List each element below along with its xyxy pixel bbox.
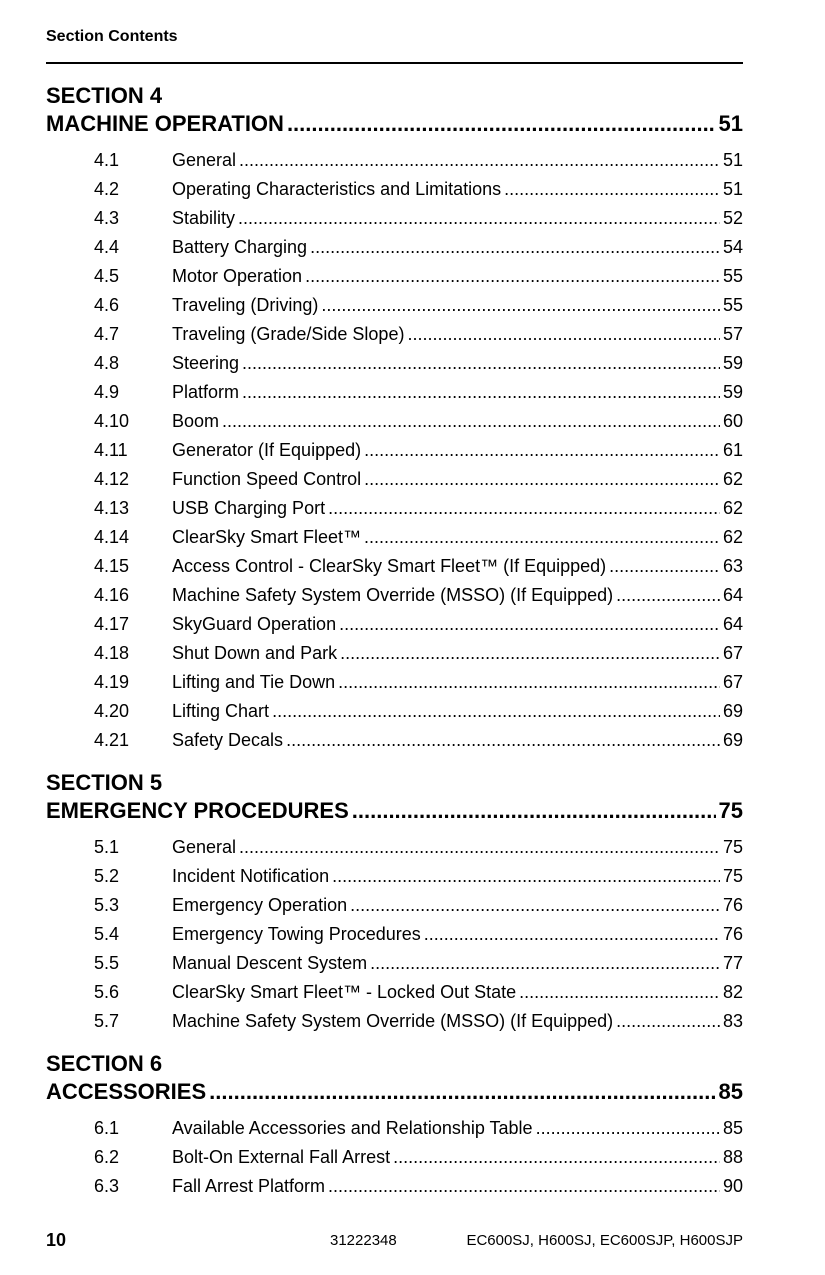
section-label: SECTION 4 <box>46 83 163 108</box>
entry-number: 5.5 <box>94 953 120 973</box>
toc-entry[interactable] <box>46 378 743 407</box>
entry-number: 6.3 <box>94 1176 120 1196</box>
toc-entry[interactable] <box>46 833 743 862</box>
dot-leader <box>305 262 720 291</box>
entry-number: 6.1 <box>94 1118 120 1138</box>
entry-number: 5.6 <box>94 982 120 1002</box>
entry-number: 4.18 <box>94 643 130 663</box>
footer-models: EC600SJ, H600SJ, EC600SJP, H600SJP <box>466 1232 743 1249</box>
entry-number: 4.13 <box>94 498 130 518</box>
header-rule <box>46 62 743 64</box>
entry-title: Safety Decals <box>172 730 284 750</box>
entry-title: Available Accessories and Relationship Table <box>172 1118 533 1138</box>
entry-title: Operating Characteristics and Limitations <box>172 179 502 199</box>
toc-section <box>46 1050 743 1201</box>
entry-page: 64 <box>722 614 743 634</box>
entry-page: 69 <box>722 730 743 750</box>
dot-leader <box>370 949 720 978</box>
dot-leader <box>424 920 720 949</box>
entry-title: Boom <box>172 411 220 431</box>
dot-leader <box>321 291 720 320</box>
toc-entry[interactable] <box>46 494 743 523</box>
entry-title: General <box>172 150 237 170</box>
dot-leader <box>616 581 720 610</box>
section-page: 75 <box>718 798 743 823</box>
toc-entry-list <box>46 833 743 1036</box>
entry-number: 4.12 <box>94 469 130 489</box>
toc-entry[interactable] <box>46 891 743 920</box>
entry-page: 90 <box>722 1176 743 1196</box>
entry-number: 4.16 <box>94 585 130 605</box>
toc-entry[interactable] <box>46 349 743 378</box>
entry-page: 83 <box>722 1011 743 1031</box>
dot-leader <box>286 726 720 755</box>
entry-number: 4.6 <box>94 295 120 315</box>
toc-entry[interactable] <box>46 581 743 610</box>
section-page: 51 <box>718 111 743 136</box>
toc-entry[interactable] <box>46 1114 743 1143</box>
entry-title: Incident Notification <box>172 866 330 886</box>
section-title: EMERGENCY PROCEDURES <box>46 798 349 823</box>
entry-number: 4.2 <box>94 179 120 199</box>
dot-leader <box>364 436 720 465</box>
dot-leader <box>536 1114 720 1143</box>
dot-leader <box>242 378 720 407</box>
footer-doc-number: 31222348 <box>330 1232 397 1249</box>
entry-number: 5.7 <box>94 1011 120 1031</box>
entry-title: ClearSky Smart Fleet™ - Locked Out State <box>172 982 517 1002</box>
entry-page: 75 <box>722 837 743 857</box>
toc-entry[interactable] <box>46 204 743 233</box>
toc-entry[interactable] <box>46 668 743 697</box>
toc-entry[interactable] <box>46 697 743 726</box>
entry-page: 77 <box>722 953 743 973</box>
section-title-link[interactable] <box>46 797 743 825</box>
entry-title: Traveling (Driving) <box>172 295 319 315</box>
entry-title: SkyGuard Operation <box>172 614 337 634</box>
toc-entry[interactable] <box>46 233 743 262</box>
dot-leader <box>239 833 720 862</box>
toc-entry[interactable] <box>46 639 743 668</box>
entry-page: 59 <box>722 353 743 373</box>
entry-title: Platform <box>172 382 240 402</box>
entry-number: 4.14 <box>94 527 130 547</box>
entry-number: 4.5 <box>94 266 120 286</box>
dot-leader <box>364 465 720 494</box>
toc-entry[interactable] <box>46 175 743 204</box>
entry-page: 63 <box>722 556 743 576</box>
entry-title: Machine Safety System Override (MSSO) (If Equipped) <box>172 585 614 605</box>
section-label: SECTION 6 <box>46 1051 163 1076</box>
dot-leader <box>616 1007 720 1036</box>
entry-number: 4.3 <box>94 208 120 228</box>
entry-page: 55 <box>722 295 743 315</box>
entry-number: 4.19 <box>94 672 130 692</box>
section-title-link[interactable] <box>46 110 743 138</box>
entry-title: Emergency Towing Procedures <box>172 924 421 944</box>
entry-number: 5.3 <box>94 895 120 915</box>
dot-leader <box>350 891 720 920</box>
entry-page: 88 <box>722 1147 743 1167</box>
entry-title: Battery Charging <box>172 237 308 257</box>
entry-page: 82 <box>722 982 743 1002</box>
toc-section <box>46 82 743 755</box>
entry-title: Generator (If Equipped) <box>172 440 362 460</box>
toc-entry[interactable] <box>46 146 743 175</box>
toc-entry[interactable] <box>46 920 743 949</box>
entry-page: 85 <box>722 1118 743 1138</box>
entry-title: Machine Safety System Override (MSSO) (If Equipped) <box>172 1011 614 1031</box>
toc-entry[interactable] <box>46 407 743 436</box>
dot-leader <box>504 175 720 204</box>
section-label: SECTION 5 <box>46 770 163 795</box>
entry-title: Function Speed Control <box>172 469 362 489</box>
entry-number: 5.1 <box>94 837 120 857</box>
entry-page: 51 <box>722 179 743 199</box>
toc-entry-list <box>46 146 743 755</box>
footer-page-number: 10 <box>46 1230 67 1250</box>
entry-title: General <box>172 837 237 857</box>
toc-entry[interactable] <box>46 262 743 291</box>
entry-number: 4.1 <box>94 150 120 170</box>
entry-title: Shut Down and Park <box>172 643 338 663</box>
entry-page: 61 <box>722 440 743 460</box>
dot-leader <box>242 349 720 378</box>
entry-page: 67 <box>722 672 743 692</box>
entry-title: Bolt-On External Fall Arrest <box>172 1147 391 1167</box>
entry-number: 5.2 <box>94 866 120 886</box>
dot-leader <box>328 1172 720 1201</box>
dot-leader <box>272 697 720 726</box>
toc-entry[interactable] <box>46 1007 743 1036</box>
toc-entry[interactable] <box>46 1143 743 1172</box>
entry-page: 64 <box>722 585 743 605</box>
entry-page: 76 <box>722 895 743 915</box>
entry-number: 4.11 <box>94 440 128 460</box>
entry-page: 59 <box>722 382 743 402</box>
dot-leader <box>609 552 720 581</box>
dot-leader <box>209 1078 715 1106</box>
toc-entry[interactable] <box>46 436 743 465</box>
entry-title: Fall Arrest Platform <box>172 1176 326 1196</box>
toc-entry[interactable] <box>46 552 743 581</box>
entry-page: 62 <box>722 498 743 518</box>
toc-entry[interactable] <box>46 610 743 639</box>
section-title: MACHINE OPERATION <box>46 111 284 136</box>
toc-entry[interactable] <box>46 523 743 552</box>
dot-leader <box>310 233 720 262</box>
toc-entry[interactable] <box>46 1172 743 1201</box>
entry-number: 6.2 <box>94 1147 120 1167</box>
entry-page: 76 <box>722 924 743 944</box>
dot-leader <box>332 862 720 891</box>
toc-entry[interactable] <box>46 726 743 755</box>
entry-number: 4.8 <box>94 353 120 373</box>
dot-leader <box>364 523 720 552</box>
entry-page: 67 <box>722 643 743 663</box>
section-page: 85 <box>718 1079 743 1104</box>
dot-leader <box>393 1143 720 1172</box>
entry-title: Access Control - ClearSky Smart Fleet™ (If Equipped) <box>172 556 607 576</box>
running-head: Section Contents <box>46 28 178 45</box>
entry-page: 52 <box>722 208 743 228</box>
toc-section <box>46 769 743 1036</box>
dot-leader <box>338 668 720 697</box>
entry-number: 4.4 <box>94 237 120 257</box>
dot-leader <box>328 494 720 523</box>
dot-leader <box>287 110 716 138</box>
entry-number: 4.10 <box>94 411 130 431</box>
entry-title: Stability <box>172 208 236 228</box>
entry-page: 60 <box>722 411 743 431</box>
entry-page: 51 <box>722 150 743 170</box>
entry-page: 75 <box>722 866 743 886</box>
entry-page: 55 <box>722 266 743 286</box>
entry-page: 54 <box>722 237 743 257</box>
entry-number: 4.20 <box>94 701 130 721</box>
entry-page: 69 <box>722 701 743 721</box>
dot-leader <box>239 146 720 175</box>
dot-leader <box>238 204 720 233</box>
entry-title: Emergency Operation <box>172 895 348 915</box>
entry-title: USB Charging Port <box>172 498 326 518</box>
entry-title: Traveling (Grade/Side Slope) <box>172 324 405 344</box>
entry-number: 4.21 <box>94 730 130 750</box>
entry-page: 57 <box>722 324 743 344</box>
dot-leader <box>519 978 720 1007</box>
page-footer <box>46 1230 743 1252</box>
entry-number: 5.4 <box>94 924 120 944</box>
entry-title: Lifting Chart <box>172 701 270 721</box>
dot-leader <box>407 320 720 349</box>
dot-leader <box>222 407 720 436</box>
toc-entry[interactable] <box>46 465 743 494</box>
toc-entry[interactable] <box>46 978 743 1007</box>
toc-entry-list <box>46 1114 743 1201</box>
dot-leader <box>340 639 720 668</box>
section-title-link[interactable] <box>46 1078 743 1106</box>
entry-title: ClearSky Smart Fleet™ <box>172 527 362 547</box>
toc-entry[interactable] <box>46 320 743 349</box>
entry-title: Manual Descent System <box>172 953 368 973</box>
section-title: ACCESSORIES <box>46 1079 207 1104</box>
entry-title: Steering <box>172 353 240 373</box>
dot-leader <box>352 797 716 825</box>
entry-title: Motor Operation <box>172 266 303 286</box>
entry-number: 4.7 <box>94 324 120 344</box>
toc-entry[interactable] <box>46 291 743 320</box>
toc-entry[interactable] <box>46 862 743 891</box>
entry-title: Lifting and Tie Down <box>172 672 336 692</box>
entry-number: 4.9 <box>94 382 120 402</box>
entry-page: 62 <box>722 469 743 489</box>
entry-number: 4.15 <box>94 556 130 576</box>
toc-entry[interactable] <box>46 949 743 978</box>
dot-leader <box>339 610 720 639</box>
entry-page: 62 <box>722 527 743 547</box>
entry-number: 4.17 <box>94 614 130 634</box>
